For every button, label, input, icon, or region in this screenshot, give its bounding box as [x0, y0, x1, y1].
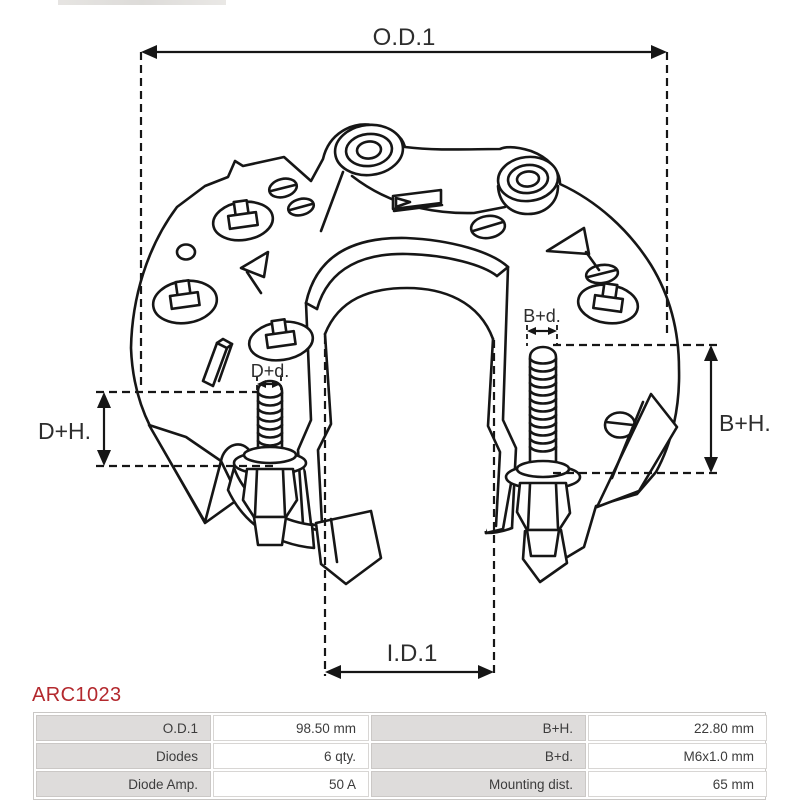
stud-right-washer	[517, 461, 569, 477]
table-row	[36, 715, 763, 741]
label-od1: O.D.1	[372, 24, 436, 51]
spec-label-cell: Diode Amp.	[36, 771, 211, 797]
rectifier-drawing	[131, 122, 679, 584]
label-id1: I.D.1	[386, 640, 438, 667]
label-bh: B+H.	[719, 410, 771, 436]
stud-left-nut	[243, 469, 297, 517]
spec-value-cell: 98.50 mm	[213, 715, 369, 741]
spec-value-cell: 50 A	[213, 771, 369, 797]
table-row	[36, 771, 763, 797]
spec-value-cell: M6x1.0 mm	[588, 743, 767, 769]
stud-left-shaft	[258, 381, 282, 453]
part-number: ARC1023	[32, 684, 122, 706]
stud-left-washer	[244, 447, 296, 463]
spec-value-cell: 22.80 mm	[588, 715, 767, 741]
stud-right-nut	[517, 483, 570, 530]
spec-label-cell: B+d.	[371, 743, 586, 769]
label-dh: D+H.	[38, 418, 92, 444]
spec-value-cell: 65 mm	[588, 771, 767, 797]
table-row	[36, 743, 763, 769]
spec-table	[33, 712, 766, 800]
arch-tube	[300, 300, 512, 531]
spec-label-cell: Mounting dist.	[371, 771, 586, 797]
spec-value-cell: 6 qty.	[213, 743, 369, 769]
label-dd: D+d.	[250, 361, 290, 381]
label-bd: B+d.	[523, 306, 561, 326]
spec-label-cell: B+H.	[371, 715, 586, 741]
stud-right-base	[527, 530, 559, 556]
spec-label-cell: O.D.1	[36, 715, 211, 741]
stud-left-base	[254, 517, 286, 545]
spec-label-cell: Diodes	[36, 743, 211, 769]
